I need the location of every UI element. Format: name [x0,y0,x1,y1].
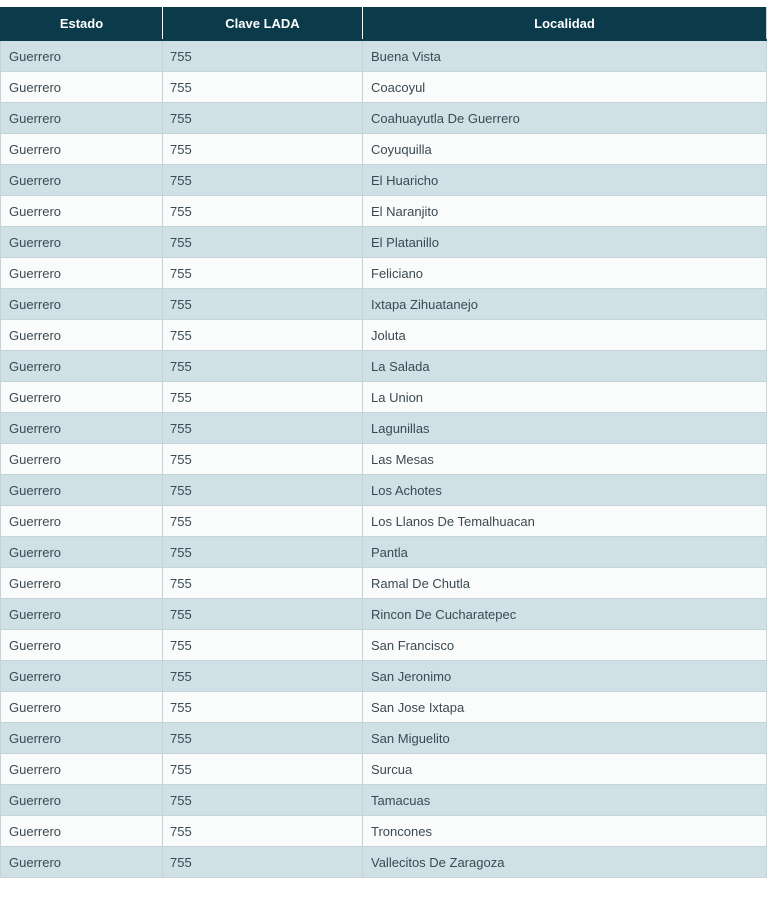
localidad-cell: Rincon De Cucharatepec [363,599,767,630]
localidad-cell: Lagunillas [363,413,767,444]
localidad-cell: Pantla [363,537,767,568]
lada-table [0,7,767,878]
localidad-cell: Los Llanos De Temalhuacan [363,506,767,537]
localidad-cell: Coyuquilla [363,134,767,165]
table-row [1,320,767,351]
clave-lada-cell: 755 [163,289,363,320]
clave-lada-cell: 755 [163,382,363,413]
estado-cell: Guerrero [1,785,163,816]
localidad-cell: La Salada [363,351,767,382]
clave-lada-cell: 755 [163,196,363,227]
estado-cell: Guerrero [1,599,163,630]
estado-cell: Guerrero [1,72,163,103]
clave-lada-cell: 755 [163,103,363,134]
table-row [1,537,767,568]
table-row [1,630,767,661]
table-row [1,103,767,134]
clave-lada-cell: 755 [163,785,363,816]
localidad-cell: San Jose Ixtapa [363,692,767,723]
clave-lada-cell: 755 [163,165,363,196]
column-header-clave-lada: Clave LADA [163,7,363,40]
table-row [1,258,767,289]
localidad-cell: Feliciano [363,258,767,289]
localidad-cell: San Miguelito [363,723,767,754]
clave-lada-cell: 755 [163,754,363,785]
estado-cell: Guerrero [1,475,163,506]
table-row [1,723,767,754]
table-row [1,599,767,630]
table-row [1,351,767,382]
table-row [1,134,767,165]
localidad-cell: Surcua [363,754,767,785]
table-body [1,40,767,878]
clave-lada-cell: 755 [163,475,363,506]
table-row [1,692,767,723]
localidad-cell: La Union [363,382,767,413]
table-row [1,289,767,320]
estado-cell: Guerrero [1,196,163,227]
localidad-cell: Los Achotes [363,475,767,506]
table-row [1,785,767,816]
table-row [1,196,767,227]
header-row [1,7,767,40]
estado-cell: Guerrero [1,351,163,382]
estado-cell: Guerrero [1,40,163,72]
clave-lada-cell: 755 [163,723,363,754]
localidad-cell: El Naranjito [363,196,767,227]
estado-cell: Guerrero [1,103,163,134]
table-header [1,7,767,40]
clave-lada-cell: 755 [163,227,363,258]
table-row [1,40,767,72]
table-row [1,382,767,413]
clave-lada-cell: 755 [163,320,363,351]
localidad-cell: San Jeronimo [363,661,767,692]
localidad-cell: Troncones [363,816,767,847]
clave-lada-cell: 755 [163,444,363,475]
clave-lada-cell: 755 [163,692,363,723]
table-row [1,72,767,103]
table-row [1,165,767,196]
estado-cell: Guerrero [1,754,163,785]
clave-lada-cell: 755 [163,351,363,382]
clave-lada-cell: 755 [163,413,363,444]
table-row [1,847,767,878]
estado-cell: Guerrero [1,568,163,599]
table-row [1,661,767,692]
estado-cell: Guerrero [1,165,163,196]
localidad-cell: El Huaricho [363,165,767,196]
table-row [1,444,767,475]
table-row [1,475,767,506]
estado-cell: Guerrero [1,692,163,723]
clave-lada-cell: 755 [163,630,363,661]
estado-cell: Guerrero [1,847,163,878]
clave-lada-cell: 755 [163,134,363,165]
localidad-cell: Joluta [363,320,767,351]
localidad-cell: Las Mesas [363,444,767,475]
clave-lada-cell: 755 [163,568,363,599]
estado-cell: Guerrero [1,537,163,568]
localidad-cell: Vallecitos De Zaragoza [363,847,767,878]
localidad-cell: Buena Vista [363,40,767,72]
estado-cell: Guerrero [1,320,163,351]
table-row [1,816,767,847]
clave-lada-cell: 755 [163,599,363,630]
column-header-estado: Estado [1,7,163,40]
column-header-localidad: Localidad [363,7,767,40]
estado-cell: Guerrero [1,382,163,413]
table-row [1,754,767,785]
clave-lada-cell: 755 [163,506,363,537]
table-row [1,506,767,537]
estado-cell: Guerrero [1,258,163,289]
estado-cell: Guerrero [1,289,163,320]
estado-cell: Guerrero [1,630,163,661]
clave-lada-cell: 755 [163,847,363,878]
estado-cell: Guerrero [1,444,163,475]
clave-lada-cell: 755 [163,537,363,568]
localidad-cell: San Francisco [363,630,767,661]
estado-cell: Guerrero [1,506,163,537]
localidad-cell: Coahuayutla De Guerrero [363,103,767,134]
clave-lada-cell: 755 [163,816,363,847]
localidad-cell: Coacoyul [363,72,767,103]
estado-cell: Guerrero [1,227,163,258]
localidad-cell: Ixtapa Zihuatanejo [363,289,767,320]
estado-cell: Guerrero [1,723,163,754]
estado-cell: Guerrero [1,816,163,847]
clave-lada-cell: 755 [163,72,363,103]
localidad-cell: El Platanillo [363,227,767,258]
estado-cell: Guerrero [1,661,163,692]
localidad-cell: Tamacuas [363,785,767,816]
estado-cell: Guerrero [1,134,163,165]
table-row [1,568,767,599]
clave-lada-cell: 755 [163,661,363,692]
table-row [1,413,767,444]
clave-lada-cell: 755 [163,40,363,72]
clave-lada-cell: 755 [163,258,363,289]
lada-table-container [0,7,766,878]
localidad-cell: Ramal De Chutla [363,568,767,599]
table-row [1,227,767,258]
estado-cell: Guerrero [1,413,163,444]
